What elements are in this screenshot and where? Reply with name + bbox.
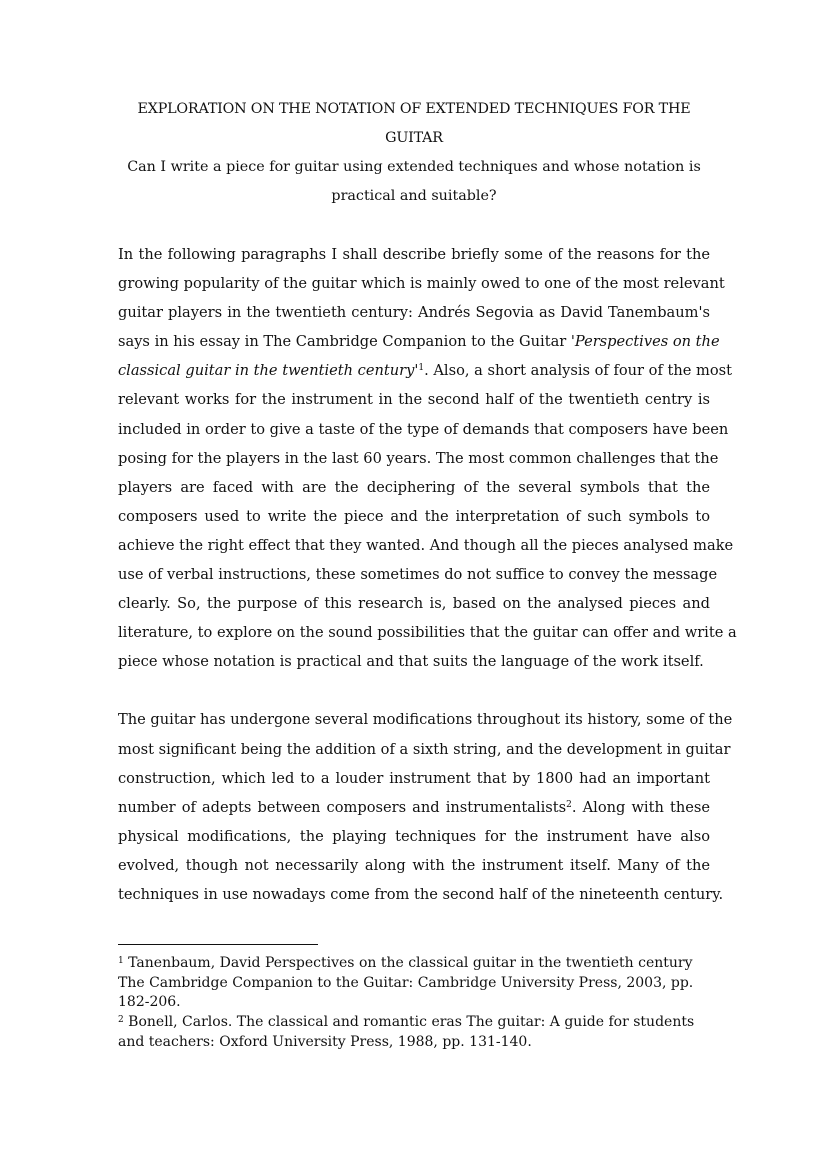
paragraph-line: included in order to give a taste of the type of demands that composers have been — [118, 420, 729, 438]
paragraph-2 — [118, 705, 733, 909]
paragraph-line: composers used to write the piece and the interpretation of such symbols to — [118, 507, 710, 525]
paragraph-line: growing popularity of the guitar which is mainly owed to one of the most relevant — [118, 275, 725, 293]
footnote-number: 1 — [118, 956, 124, 966]
footnote-number: 2 — [118, 1015, 124, 1026]
paragraph-line: most significant being the addition of a sixth string, and the development in guitar — [118, 740, 731, 758]
footnotes — [118, 954, 710, 1053]
footnote-1-line3: 182-206. — [118, 994, 181, 1011]
footnote-separator — [118, 944, 318, 945]
document-page — [118, 95, 737, 909]
document-subtitle-line1: Can I write a piece for guitar using extended techniques and whose notation is — [127, 159, 701, 175]
paragraph-text: says in his essay in The Cambridge Companion to the Guitar — [118, 333, 571, 351]
paragraph-line: piece whose notation is practical and that suits the language of the work itself. — [118, 653, 704, 671]
italic-essay-title-part2: classical guitar in the twentieth century' — [118, 362, 419, 380]
paragraph-line-with-footnote — [118, 793, 710, 822]
document-subtitle-line2: practical and suitable? — [331, 188, 497, 204]
paragraph-line: literature, to explore on the sound possibilities that the guitar can offer and write a — [118, 624, 737, 642]
paragraph-line: evolved, though not necessarily along with the instrument itself. Many of the — [118, 856, 710, 874]
paragraph-line: use of verbal instructions, these sometimes do not suffice to convey the message — [118, 566, 718, 584]
paragraph-line: guitar players in the twentieth century: Andrés Segovia as David Tanembaum's — [118, 304, 710, 322]
paragraph-line: construction, which led to a louder instrument that by 1800 had an important — [118, 769, 710, 787]
paragraph-text: . Along with these — [571, 798, 710, 816]
paragraph-1 — [118, 240, 737, 676]
footnote-text: Bonell, Carlos. The classical and romantic eras The guitar: A guide for students — [123, 1014, 695, 1031]
paragraph-line: The guitar has undergone several modifications throughout its history, some of the — [118, 711, 733, 729]
paragraph-line: achieve the right effect that they wanted. And though all the pieces analysed make — [118, 536, 734, 554]
footnote-2-line2: and teachers: Oxford University Press, 1988, pp. 131-140. — [118, 1033, 532, 1050]
footnote-2 — [118, 1013, 710, 1033]
footnote-1 — [118, 954, 710, 974]
document-title: EXPLORATION ON THE NOTATION OF EXTENDED TECHNIQUES FOR THE GUITAR — [137, 101, 691, 146]
paragraph-line: players are faced with are the deciphering of the several symbols that the — [118, 478, 710, 496]
paragraph-line: In the following paragraphs I shall describe briefly some of the reasons for the — [118, 246, 710, 263]
paragraph-line-with-italic — [118, 327, 720, 356]
paragraph-line: physical modifications, the playing techniques for the instrument have also — [118, 827, 710, 845]
paragraph-line: relevant works for the instrument in the second half of the twentieth centry is — [118, 391, 710, 409]
footnote-reference[interactable]: 1 — [418, 363, 425, 374]
paragraph-text: . Also, a short analysis of four of the most — [424, 362, 733, 380]
paragraph-text: number of adepts between composers and instrumentalists — [118, 798, 567, 816]
footnote-reference[interactable]: 2 — [566, 799, 572, 810]
footnote-text: Tanenbaum, David Perspectives on the classical guitar in the twentieth century — [123, 955, 693, 971]
italic-essay-title-part1: 'Perspectives on the — [570, 333, 720, 351]
paragraph-line: techniques in use nowadays come from the second half of the nineteenth century. — [118, 885, 724, 903]
paragraph-line: posing for the players in the last 60 years. The most common challenges that the — [118, 449, 719, 467]
paragraph-line-with-italic — [118, 356, 733, 385]
paragraph-line: clearly. So, the purpose of this research is, based on the analysed pieces and — [118, 595, 710, 613]
footnote-1-line2: The Cambridge Companion to the Guitar: Cambridge University Press, 2003, pp. — [118, 974, 694, 991]
